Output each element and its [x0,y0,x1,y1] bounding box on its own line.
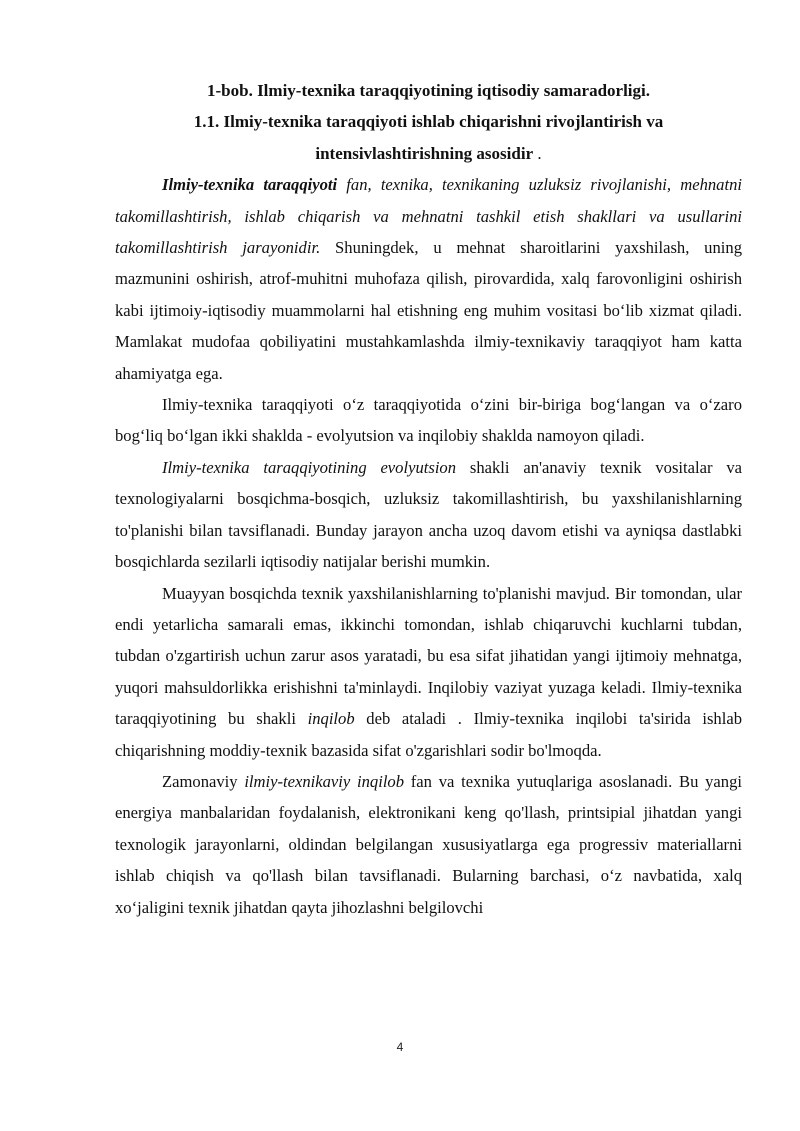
section-heading [115,106,742,169]
paragraph-3-term: Ilmiy-texnika taraqqiyotining evolyutsion [162,457,457,477]
paragraph-3-text: shakli an'anaviy texnik vositalar va texnologiyalarni bosqichma-bosqich, uzluksiz takomillashtirish, bu yaxshilanishlarning to'planishi bilan tavsiflanadi. Bunday jarayon ancha uzoq davom etishi va ayniqsa dastlabki bosqichlarda sezilarli iqtisodiy natijalar berishi mumkin. [115,457,742,572]
paragraph-1-text: Shuningdek, u mehnat sharoitlarini yaxshilash, uning mazmunini oshirish, atrof-muhitni muhofaza qilish, pirovardida, xalq farovonligini oshirish kabi ijtimoiy-iqtisodiy muammolarni hal etishning eng muhim vositasi bo‘lib xizmat qiladi. Mamlakat mudofaa qobiliyatini mustahkamlashda ilmiy-texnikaviy taraqqiyot ham katta ahamiyatga ega. [115,238,742,383]
paragraph-5-term: ilmiy-texnikaviy inqilob [244,771,405,791]
section-heading-text: 1.1. Ilmiy-texnika taraqqiyoti ishlab chiqarishni rivojlantirish va intensivlashtirishning asosidir [193,112,664,163]
paragraph-1-term: Ilmiy-texnika taraqqiyoti [162,175,338,195]
paragraph-5-text-after: fan va texnika yutuqlariga asoslanadi. Bu yangi energiya manbalaridan foydalanish, elektronikani keng qo'llash, printsipial jihatdan yangi texnologik jarayonlarni, oldindan belgilangan xususiyatlarga ega progressiv materiallarni ishlab chiqish va qo'llash bilan tavsiflanadi. Bularning barchasi, o‘z navbatida, xalq xo‘jaligini texnik jihatdan qayta jihozlashni belgilovchi [115,771,742,917]
paragraph-1-definition: fan, texnika, texnikaning uzluksiz rivojlanishi, mehnatni takomillashtirish, ishlab chiqarish va mehnatni tashkil etish shakllari va usullarini takomillashtirish jarayonidir. [115,175,742,258]
paragraph-4-text-after: deb ataladi . Ilmiy-texnika inqilobi ta'sirida ishlab chiqarishning moddiy-texnik bazasida sifat o'zgarishlari sodir bo'lmoqda. [115,709,743,760]
page-content [115,75,742,923]
paragraph-1 [115,169,742,389]
chapter-heading: 1-bob. Ilmiy-texnika taraqqiyotining iqtisodiy samaradorligi. [207,81,650,100]
page-number: 4 [396,1040,404,1054]
paragraph-4 [115,578,742,766]
paragraph-4-text-before: Muayyan bosqichda texnik yaxshilanishlarning to'planishi mavjud. Bir tomondan, ular endi yetarlicha samarali emas, ikkinchi tomondan, ishlab chiqaruvchi kuchlarni tubdan, tubdan o'zgartirish uchun zarur asos yaratadi, bu esa sifat jihatidan yangi ijtimoiy mehnatga, yuqori mahsuldorlikka erishishni ta'minlaydi. Inqilobiy vaziyat yuzaga keladi. Ilmiy-texnika taraqqiyotining bu shakli [115,583,742,729]
paragraph-5-text-before: Zamonaviy [162,771,245,791]
paragraph-5 [115,766,742,923]
paragraph-2: Ilmiy-texnika taraqqiyoti o‘z taraqqiyotida o‘zini bir-biriga bog‘langan va o‘zaro bog‘liq bo‘lgan ikki shaklda - evolyutsion va inqilobiy shaklda namoyon qiladi. [115,395,742,446]
section-heading-tail: . [533,143,542,163]
paragraph-3 [115,452,742,578]
paragraph-4-term: inqilob [307,709,355,729]
